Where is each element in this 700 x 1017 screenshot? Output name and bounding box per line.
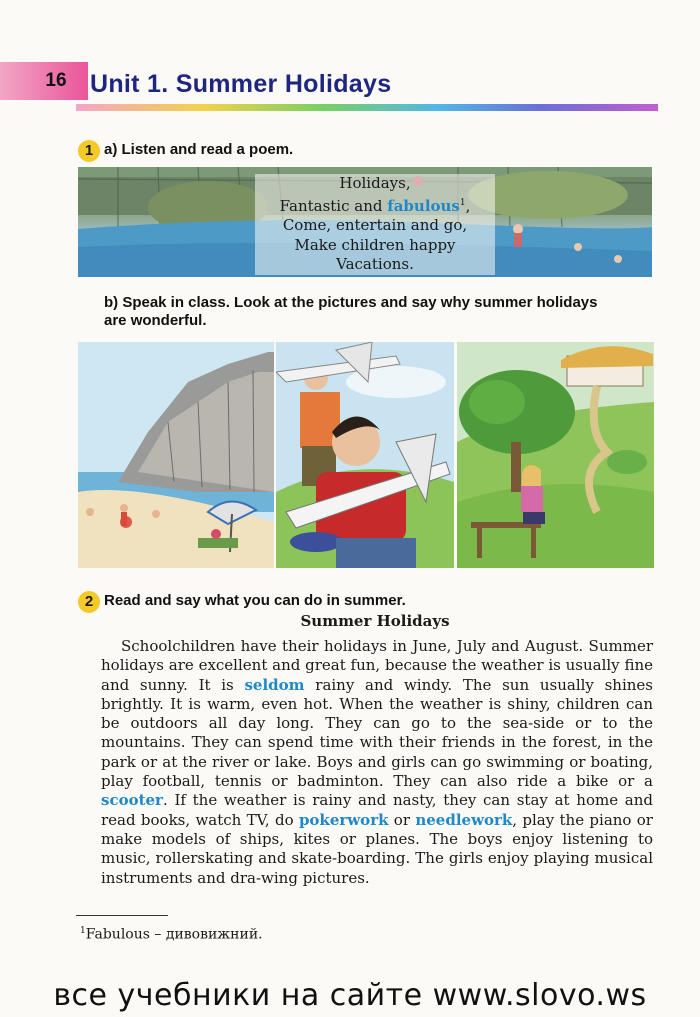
- poem: [255, 174, 495, 275]
- poem-line-5: Vacations.: [336, 255, 414, 273]
- task-2-number: 2: [78, 591, 100, 613]
- garden-girl-illustration: [457, 342, 654, 568]
- task-1a-instruction: a) Listen and read a poem.: [104, 141, 294, 158]
- task-1b-instruction-line-1: b) Speak in class. Look at the pictures and say why summer holidays: [104, 294, 598, 311]
- glossary-word-scooter: scooter: [101, 791, 163, 810]
- poem-line-4: Make children happy: [294, 235, 456, 254]
- glossary-word-seldom: seldom: [244, 675, 305, 694]
- poem-line-1: Holidays,: [339, 174, 411, 192]
- page-number: 16: [45, 70, 67, 91]
- footnote-ref: 1: [459, 197, 466, 208]
- unit-title: Unit 1. Summer Holidays: [90, 70, 392, 98]
- footnote: [80, 926, 263, 943]
- footnote-text: Fabulous – дивовижний.: [85, 926, 263, 943]
- task-1-number: 1: [78, 140, 100, 162]
- poem-line-3: Come, entertain and go,: [282, 216, 468, 234]
- rainbow-divider: [76, 104, 658, 111]
- task-2-instruction: Read and say what you can do in summer.: [104, 592, 406, 609]
- footnote-mark: 1: [80, 926, 86, 936]
- poem-line-2: Fantastic and fabulous$^1$,: [279, 196, 471, 215]
- seaside-illustration: [78, 342, 274, 568]
- task-1b-instruction-line-2: are wonderful.: [104, 312, 207, 329]
- glossary-word-fabulous: fabulous: [387, 196, 460, 215]
- glossary-word-pokerwork: pokerwork: [298, 810, 389, 829]
- text-title: Summer Holidays: [300, 612, 450, 630]
- footnote-rule: [76, 915, 168, 916]
- site-watermark: все учебники на сайте www.slovo.ws: [53, 978, 647, 1013]
- model-airplane-illustration: [276, 342, 454, 568]
- glossary-word-needlework: needlework: [415, 810, 513, 829]
- reading-text: Schoolchildren have their holidays in June, July and August. Summer holidays are excellent and great fun, because the weather is usually fine and sunny. It is seldom rainy and windy. The sun usually shines brightly. It is warm, even hot. When the weather is shiny, children can be outdoors all day long. They can go to the sea-side or to the mountains. They can spend time with their friends in the forest, in the park or at the river or lake. Boys and girls can go swimming or boating, play football, tennis or badminton. They can also ride a bike or a scooter. If the weather is rainy and nasty, they can stay at home and read books, watch TV, do pokerwork or needlework, play the piano or make models of ships, kites or planes. The boys enjoy listening to music, rollerskating and skate-boarding. The girls enjoy playing musical instruments and dra-wing pictures.: [101, 637, 653, 887]
